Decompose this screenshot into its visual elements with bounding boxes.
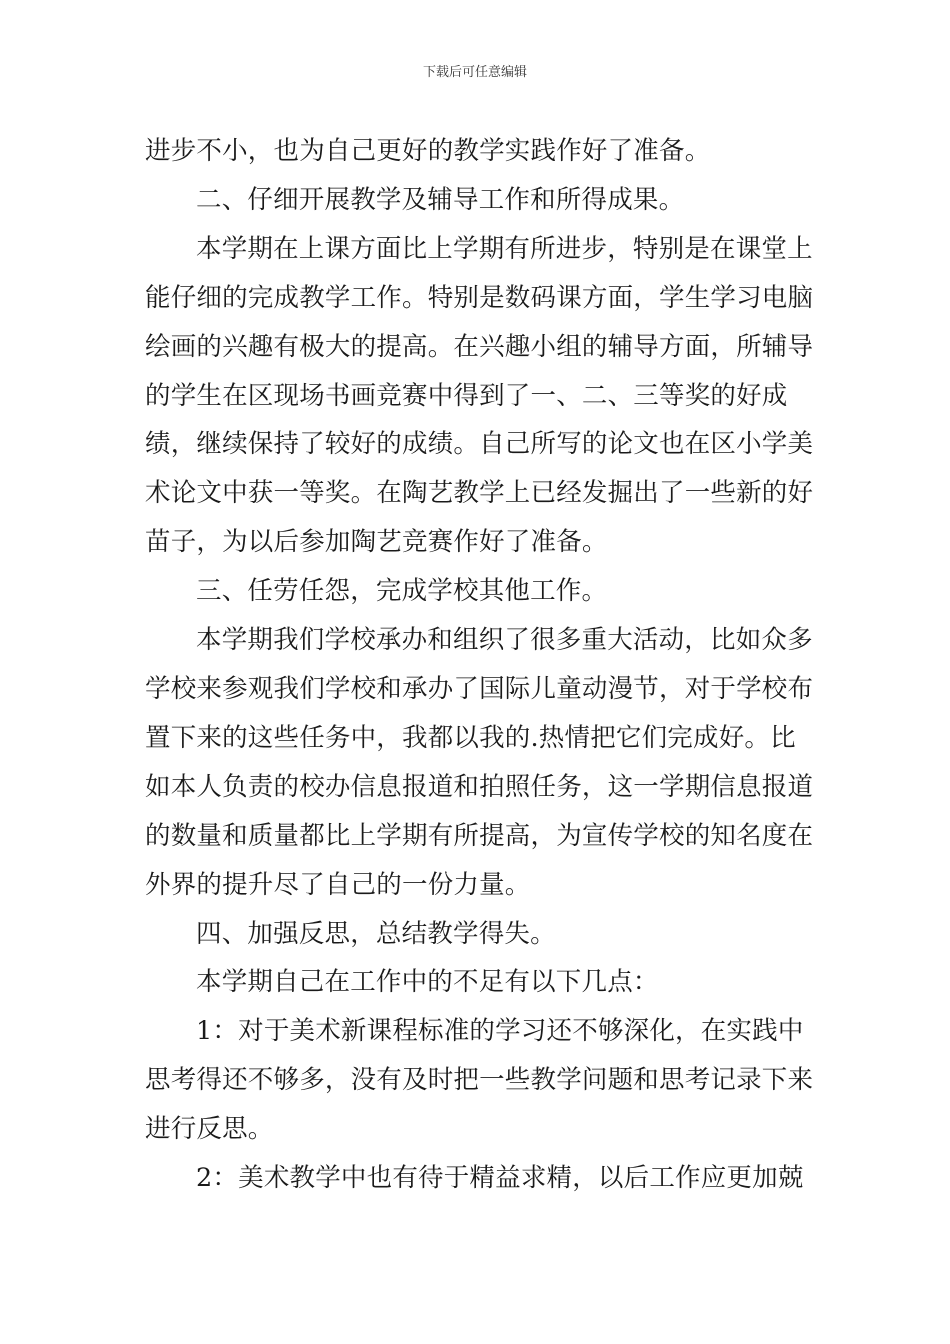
paragraph-2-heading: 二、仔细开展教学及辅导工作和所得成果。 (196, 184, 685, 215)
document-body (145, 127, 815, 1203)
paragraph-4-heading: 三、任劳任怨，完成学校其他工作。 (196, 576, 608, 607)
page-header-note: 下载后可任意编辑 (422, 65, 527, 80)
paragraph-1: 进步不小，也为自己更好的教学实践作好了准备。 (145, 136, 711, 166)
paragraph-5: 本学期我们学校承办和组织了很多重大活动，比如众多学校来参观我们学校和承办了国际儿童动漫节，对于学校布置下来的这些任务中，我都以我的.热情把它们完成好。比如本人负责的校办信息报道和拍照任务，这一学期信息报道的数量和质量都比上学期有所提高，为宣传学校的知名度在外界的提升尽了自己的一份力量。 (145, 625, 814, 900)
paragraph-6-heading: 四、加强反思，总结教学得失。 (196, 918, 556, 949)
paragraph-3: 本学期在上课方面比上学期有所进步，特别是在课堂上能仔细的完成教学工作。特别是数码课方面，学生学习电脑绘画的兴趣有极大的提高。在兴趣小组的辅导方面，所辅导的学生在区现场书画竞赛中得到了一、二、三等奖的好成绩，继续保持了较好的成绩。自己所写的论文也在区小学美术论文中获一等奖。在陶艺教学上已经发掘出了一些新的好苗子，为以后参加陶艺竞赛作好了准备。 (145, 233, 814, 558)
paragraph-7: 本学期自己在工作中的不足有以下几点： (196, 967, 659, 998)
paragraph-8-list-item: 1：对于美术新课程标准的学习还不够深化，在实践中思考得还不够多，没有及时把一些教学问题和思考记录下来进行反思。 (145, 1016, 814, 1145)
paragraph-9-list-item: 2：美术教学中也有待于精益求精，以后工作应更加兢 (196, 1163, 804, 1194)
